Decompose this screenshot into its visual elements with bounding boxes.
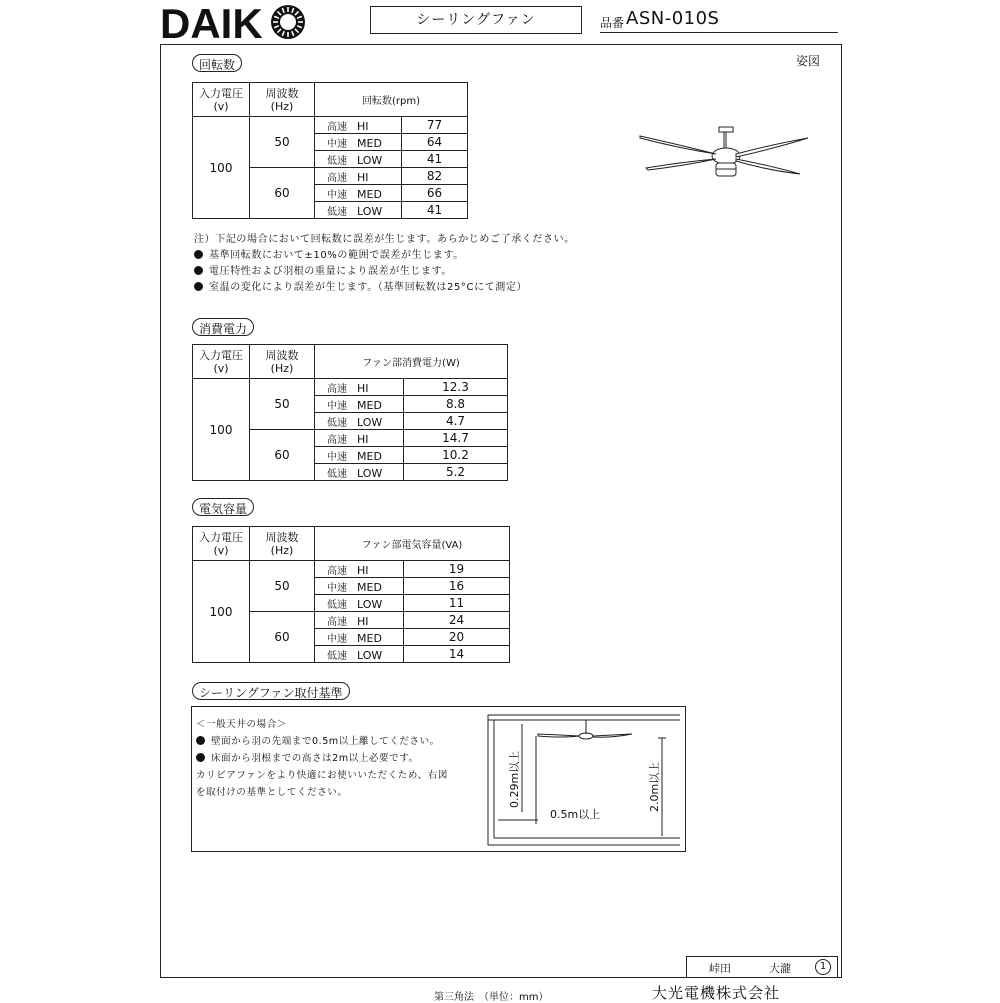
install-diagram xyxy=(486,712,682,848)
speed-label: 低速 LOW xyxy=(315,464,404,481)
power-section-title: 消費電力 xyxy=(192,318,254,336)
speed-label: 低速 LOW xyxy=(315,595,404,612)
rpm-value: 41 xyxy=(402,151,468,168)
col-voltage-header: 入力電圧 (v) xyxy=(193,527,250,561)
capacity-value: 14 xyxy=(404,646,510,663)
dim-floor-label: 2.0m以上 xyxy=(648,761,661,812)
speed-label: 高速 HI xyxy=(315,117,402,134)
col-frequency-header: 周波数 (Hz) xyxy=(250,345,315,379)
projection-note: 第三角法 （単位：mm） xyxy=(434,992,549,1003)
note-item: 室温の変化により誤差が生じます。（基準回転数は25°Cにて測定） xyxy=(194,280,575,296)
bullet-icon xyxy=(196,736,205,745)
title-block xyxy=(686,956,838,978)
dim-wall-label: 0.5m以上 xyxy=(550,808,601,821)
frequency-cell: 50 xyxy=(250,379,315,430)
capacity-value: 20 xyxy=(404,629,510,646)
col-power-header: ファン部消費電力(W) xyxy=(315,345,508,379)
power-value: 4.7 xyxy=(404,413,508,430)
capacity-value: 19 xyxy=(404,561,510,578)
speed-label: 中速 MED xyxy=(315,396,404,413)
speed-label: 高速 HI xyxy=(315,379,404,396)
rpm-section-title: 回転数 xyxy=(192,54,242,72)
speed-label: 低速 LOW xyxy=(315,646,404,663)
drafter-name: 峠田 xyxy=(709,962,731,975)
view-label: 姿図 xyxy=(796,54,821,68)
note-item: 電圧特性および羽根の重量により誤差が生じます。 xyxy=(194,264,575,280)
company-name: 大光電機株式会社 xyxy=(652,984,781,1002)
part-number-label: 品番 xyxy=(600,16,625,30)
install-para-1: カリビアファンをより快適にお使いいただくため、右図 xyxy=(196,770,448,781)
logo-text: DAIK xyxy=(160,2,263,42)
voltage-cell: 100 xyxy=(193,117,250,219)
rpm-table xyxy=(192,82,468,219)
speed-label: 低速 LOW xyxy=(315,413,404,430)
frequency-cell: 60 xyxy=(250,612,315,663)
voltage-cell: 100 xyxy=(193,561,250,663)
install-item: 壁面から羽の先端まで0.5m以上離してください。 xyxy=(196,733,448,750)
power-value: 12.3 xyxy=(404,379,508,396)
frequency-cell: 50 xyxy=(250,561,315,612)
note-item: 基準回転数において±10%の範囲で誤差が生じます。 xyxy=(194,248,575,264)
col-frequency-header: 周波数 (Hz) xyxy=(250,83,315,117)
notes-intro: 注）下記の場合において回転数に誤差が生じます。あらかじめご了承ください。 xyxy=(194,234,575,245)
install-section-title: シーリングファン取付基準 xyxy=(192,682,350,700)
capacity-table xyxy=(192,526,510,663)
notes-block xyxy=(194,232,575,296)
speed-label: 中速 MED xyxy=(315,185,402,202)
capacity-value: 16 xyxy=(404,578,510,595)
speed-label: 高速 HI xyxy=(315,561,404,578)
bullet-icon xyxy=(196,753,205,762)
rpm-value: 82 xyxy=(402,168,468,185)
rpm-value: 66 xyxy=(402,185,468,202)
col-voltage-header: 入力電圧 (v) xyxy=(193,345,250,379)
capacity-section-title: 電気容量 xyxy=(192,498,254,516)
install-case: ＜一般天井の場合＞ xyxy=(196,719,287,730)
frequency-cell: 50 xyxy=(250,117,315,168)
header-underline xyxy=(600,32,838,33)
frequency-cell: 60 xyxy=(250,168,315,219)
install-item: 床面から羽根までの高さは2m以上必要です。 xyxy=(196,750,448,767)
speed-label: 高速 HI xyxy=(315,612,404,629)
capacity-value: 11 xyxy=(404,595,510,612)
speed-label: 高速 HI xyxy=(315,168,402,185)
rpm-value: 41 xyxy=(402,202,468,219)
bullet-icon xyxy=(194,266,203,275)
bullet-icon xyxy=(194,282,203,291)
col-frequency-header: 周波数 (Hz) xyxy=(250,527,315,561)
voltage-cell: 100 xyxy=(193,379,250,481)
speed-label: 高速 HI xyxy=(315,430,404,447)
logo-sun-icon xyxy=(271,5,305,39)
speed-label: 中速 MED xyxy=(315,629,404,646)
daiko-logo xyxy=(160,2,310,42)
frequency-cell: 60 xyxy=(250,430,315,481)
power-value: 8.8 xyxy=(404,396,508,413)
col-voltage-header: 入力電圧 (v) xyxy=(193,83,250,117)
power-value: 10.2 xyxy=(404,447,508,464)
install-para-2: を取付けの基準としてください。 xyxy=(196,787,348,798)
col-rpm-header: 回転数(rpm) xyxy=(315,83,468,117)
speed-label: 低速 LOW xyxy=(315,151,402,168)
document-title: シーリングファン xyxy=(370,6,582,34)
rpm-value: 64 xyxy=(402,134,468,151)
speed-label: 中速 MED xyxy=(315,578,404,595)
part-number: ASN-010S xyxy=(626,8,720,29)
capacity-value: 24 xyxy=(404,612,510,629)
install-text xyxy=(196,716,448,801)
speed-label: 中速 MED xyxy=(315,447,404,464)
bullet-icon xyxy=(194,250,203,259)
speed-label: 低速 LOW xyxy=(315,202,402,219)
col-capacity-header: ファン部電気容量(VA) xyxy=(315,527,510,561)
speed-label: 中速 MED xyxy=(315,134,402,151)
dim-ceiling-label: 0.29m以上 xyxy=(508,750,521,808)
checker-name: 大瀧 xyxy=(769,962,791,975)
rpm-value: 77 xyxy=(402,117,468,134)
power-value: 5.2 xyxy=(404,464,508,481)
power-value: 14.7 xyxy=(404,430,508,447)
ceiling-fan-illustration xyxy=(636,124,812,186)
sheet-number: 1 xyxy=(815,959,831,975)
power-table xyxy=(192,344,508,481)
